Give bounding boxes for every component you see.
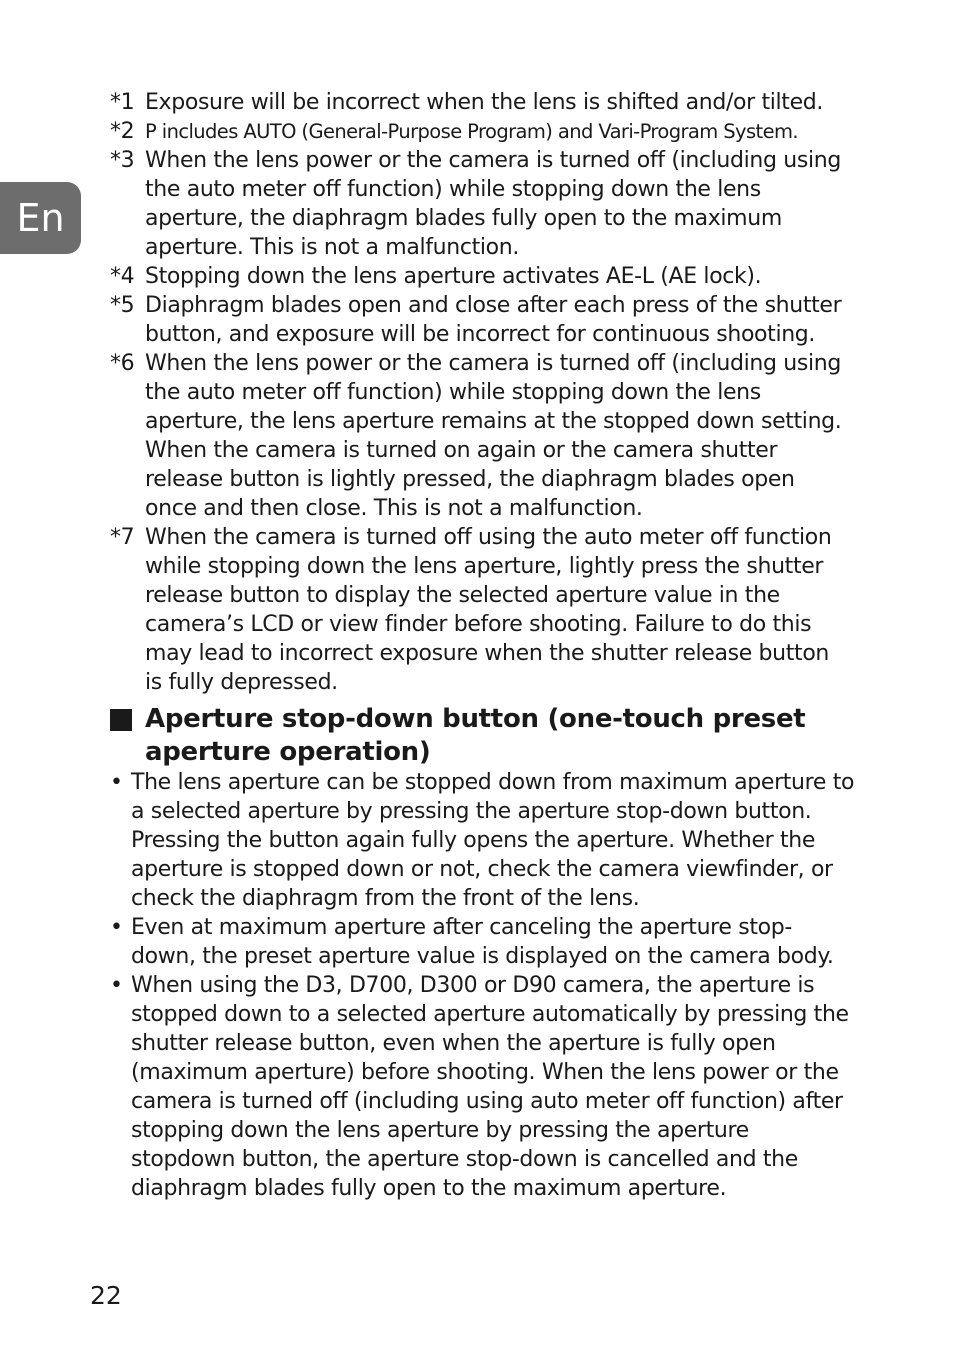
bullet-item-3	[110, 971, 855, 1203]
bullet-text: When using the D3, D700, D300 or D90 camera, the aperture is stopped down to a selected aperture automatically by pressing the shutter release button, even when the aperture is fully open (maximum aperture) before shooting. When the lens power or the camera is turned off (including using auto meter off function) after stopping down the lens aperture by pressing the aperture stopdown button, the aperture stop-down is cancelled and the diaphragm blades fully open to the maximum aperture.	[131, 973, 849, 1201]
footnote-text: P includes AUTO (General-Purpose Program) and Vari-Program System.	[145, 120, 798, 143]
bullet-text: The lens aperture can be stopped down from maximum aperture to a selected aperture by pressing the aperture stop-down button. Pressing the button again fully opens the aperture. Whether the aperture is stopped down or not, check the camera viewfinder, or check the diaphragm from the front of the lens.	[131, 770, 855, 911]
footnote-1	[110, 88, 850, 117]
footnote-2	[110, 117, 850, 146]
bullet-list	[110, 768, 855, 1203]
footnote-text: Stopping down the lens aperture activates AE-L (AE lock).	[145, 264, 762, 289]
footnote-text: Diaphragm blades open and close after each press of the shutter button, and exposure will be incorrect for continuous shooting.	[145, 293, 842, 347]
square-bullet-icon	[110, 703, 145, 769]
footnote-7	[110, 523, 850, 697]
section-heading	[110, 703, 830, 769]
bullet-item-2	[110, 913, 855, 971]
footnote-text: When the lens power or the camera is turned off (including using the auto meter off function) while stopping down the lens aperture, the diaphragm blades fully open to the maximum aperture. This is not a malfunction.	[145, 148, 841, 260]
bullet-item-1	[110, 768, 855, 913]
footnote-text: When the camera is turned off using the auto meter off function while stopping down the lens aperture, lightly press the shutter release button to display the selected aperture value in the camera’s LCD or view finder before shooting. Failure to do this may lead to incorrect exposure when the shutter release button is fully depressed.	[145, 525, 832, 695]
footnote-marker: *7	[110, 525, 135, 550]
bullet-dot-icon: •	[110, 915, 123, 940]
page-number: 22	[90, 1281, 122, 1310]
footnote-3	[110, 146, 850, 262]
footnote-5	[110, 291, 850, 349]
footnote-marker: *5	[110, 293, 135, 318]
bullet-text: Even at maximum aperture after canceling the aperture stop-down, the preset aperture value is displayed on the camera body.	[131, 915, 834, 969]
language-tab: En	[0, 182, 81, 254]
footnote-marker: *3	[110, 148, 135, 173]
footnote-marker: *2	[110, 119, 135, 144]
bullet-dot-icon: •	[110, 770, 123, 795]
footnote-4	[110, 262, 850, 291]
footnote-text: When the lens power or the camera is turned off (including using the auto meter off function) while stopping down the lens aperture, the lens aperture remains at the stopped down setting. When the camera is turned on again or the camera shutter release button is lightly pressed, the diaphragm blades open once and then close. This is not a malfunction.	[145, 351, 842, 521]
bullet-dot-icon: •	[110, 973, 123, 998]
footnote-marker: *6	[110, 351, 135, 376]
footnote-marker: *1	[110, 90, 135, 115]
section-title: Aperture stop-down button (one-touch preset aperture operation)	[145, 704, 806, 767]
footnote-text: Exposure will be incorrect when the lens is shifted and/or tilted.	[145, 90, 824, 115]
footnotes-list	[110, 88, 850, 697]
footnote-marker: *4	[110, 264, 135, 289]
footnote-6	[110, 349, 850, 523]
